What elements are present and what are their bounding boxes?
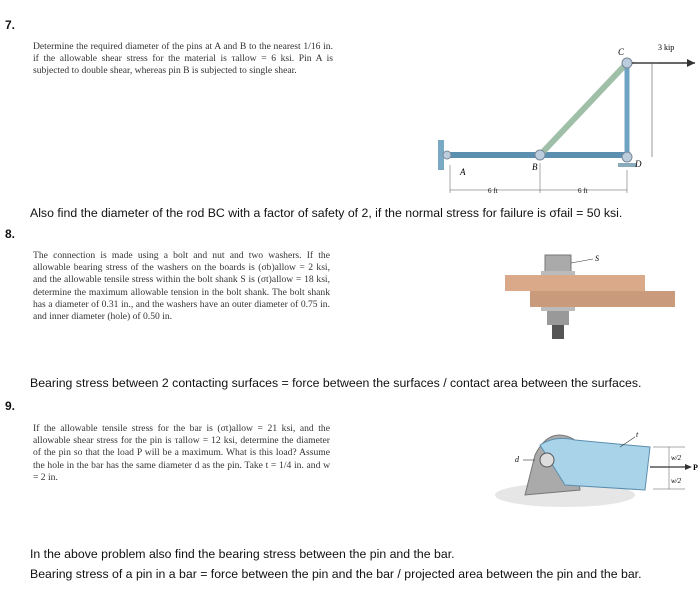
label-w-half-top: w/2 (671, 454, 682, 462)
washer-bottom (541, 307, 575, 311)
label-t: t (636, 430, 639, 439)
problem-9-number: 9. (5, 399, 16, 413)
washer-top (541, 271, 575, 275)
problem-9-note-2: Bearing stress of a pin in a bar = force between the pin and the bar / projected area between the pin and the bar. (30, 567, 642, 581)
pin-bar-figure (495, 415, 700, 515)
problem-8-number: 8. (5, 227, 16, 241)
label-d: D (635, 159, 642, 169)
bolt-figure (505, 245, 675, 345)
board-bottom (530, 291, 675, 307)
problem-9-note-1: In the above problem also find the bearing stress between the pin and the bar. (30, 547, 455, 561)
support-d (618, 163, 636, 167)
label-a: A (460, 167, 466, 177)
label-w-half-bottom: w/2 (671, 477, 682, 485)
label-span2: 6 ft (578, 187, 588, 195)
truss-figure (430, 35, 700, 205)
pin-a (443, 151, 451, 159)
problem-7-number: 7. (5, 18, 16, 32)
label-load: 3 kip (658, 43, 675, 52)
pin-b (535, 150, 545, 160)
problem-8-text: The connection is made using a bolt and nut and two washers. If the allowable bearing stress of the washers on the boards is (σb)allow = 2 ksi, and the allowable tensile stress within the bolt shank S is (σt)allow = 18 ksi, determine the maximum allowable tension in the bolt shank. The bolt shank has a diameter of 0.31 in., and the washers have an outer diameter of 0.75 in. and inner diameter (hole) of 0.50 in. (33, 250, 330, 323)
problem-7-note: Also find the diameter of the rod BC with a factor of safety of 2, if the normal stress for failure is σfail = 50 ksi. (30, 206, 623, 220)
label-span1: 6 ft (488, 187, 498, 195)
label-d: d (515, 455, 519, 464)
board-top (505, 275, 645, 291)
problem-7-text: Determine the required diameter of the pins at A and B to the nearest 1/16 in. if the allowable shear stress for the material is τallow = 6 ksi. Pin A is subjected to double shear, whereas pin B is subjected to single shear. (33, 41, 333, 77)
pin-c (622, 58, 632, 68)
nut (547, 311, 569, 325)
label-p: P (693, 463, 698, 472)
bolt-head (545, 255, 571, 273)
label-b: B (532, 162, 538, 172)
problem-8-note: Bearing stress between 2 contacting surfaces = force between the surfaces / contact area between the surfaces. (30, 376, 642, 390)
problem-9-text: If the allowable tensile stress for the bar is (σt)allow = 21 ksi, and the allowable shear stress for the pin is τallow = 12 ksi, determine the diameter of the pin so that the load P will be a maximum. What is this load? Assume the hole in the bar has the same diameter d as the pin. Take t = 1/4 in. and w = 2 in. (33, 423, 330, 483)
member-bc (540, 63, 627, 155)
label-height: 8 ft (647, 107, 657, 115)
pin-hole (540, 453, 554, 467)
pin-d (622, 152, 632, 162)
label-s: S (595, 254, 599, 263)
bolt-thread (552, 325, 564, 339)
label-c: C (618, 47, 625, 57)
